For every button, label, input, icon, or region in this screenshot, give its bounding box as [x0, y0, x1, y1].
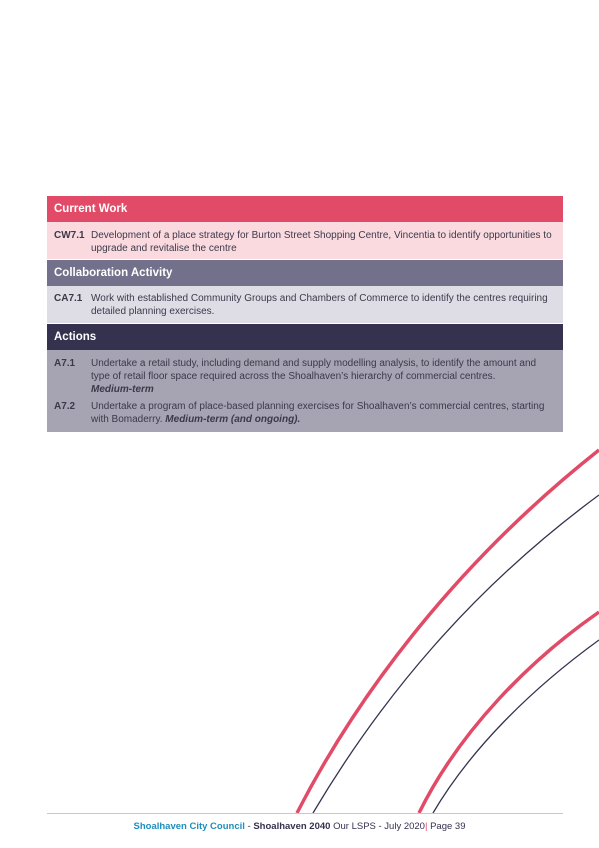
strategy-table: [47, 196, 563, 432]
item-text: [91, 400, 555, 426]
navy-arc-inner: [433, 640, 599, 813]
footer-org: Shoalhaven City Council: [133, 821, 245, 832]
item-term: Medium-term: [91, 384, 154, 395]
item-code: A7.2: [54, 401, 76, 412]
list-item: [54, 357, 555, 396]
page-number: Page 39: [427, 821, 466, 832]
actions-body: [47, 350, 563, 432]
item-description: Undertake a program of place-based planning exercises for Shoalhaven’s commercial centres, starting with Bomaderry.: [91, 401, 545, 425]
item-term: Medium-term (and ongoing).: [165, 414, 301, 425]
navy-arc-outer: [313, 495, 599, 813]
collaboration-heading: Collaboration Activity: [47, 260, 563, 286]
item-code: CA7.1: [54, 293, 83, 304]
item-text: Work with established Community Groups and Chambers of Commerce to identify the centres requiring detailed planning exercises.: [91, 293, 548, 317]
item-description: Undertake a retail study, including demand and supply modelling analysis, to identify the amount and type of retail floor space required across the Shoalhaven’s hierarchy of commercial centres.: [91, 358, 537, 382]
page-footer: [0, 821, 599, 832]
item-code: A7.1: [54, 358, 76, 369]
collaboration-body: [47, 286, 563, 323]
footer-doc: Our LSPS - July 2020: [330, 821, 425, 832]
item-code: CW7.1: [54, 230, 85, 241]
item-text: [91, 357, 555, 396]
current-work-heading: Current Work: [47, 196, 563, 222]
list-item: [54, 400, 555, 426]
footer-dash: -: [244, 821, 254, 832]
red-arc-outer: [297, 450, 599, 813]
actions-heading: Actions: [47, 324, 563, 350]
list-item: [54, 292, 555, 318]
footer-divider: [47, 813, 563, 814]
current-work-body: [47, 222, 563, 259]
footer-separator: |: [424, 821, 428, 832]
list-item: [54, 229, 555, 255]
item-text: Development of a place strategy for Burton Street Shopping Centre, Vincentia to identify opportunities to upgrade and revitalise the centre: [91, 230, 552, 254]
red-arc-inner: [419, 612, 599, 813]
footer-plan: Shoalhaven 2040: [253, 821, 331, 832]
